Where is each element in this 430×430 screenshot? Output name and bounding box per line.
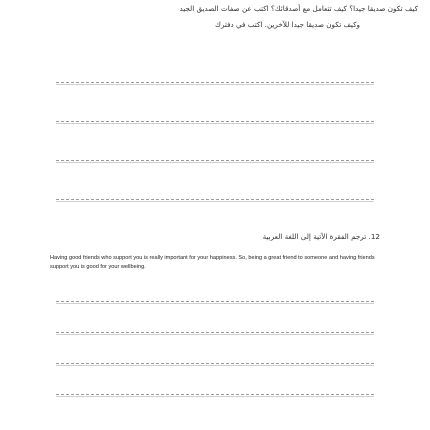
- answer-line[interactable]: [56, 82, 374, 83]
- english-paragraph: Having good friends who support you is really important for your happiness. So, being a great friend to someone and having friends support you is good for your wellbeing.: [50, 255, 375, 270]
- answer-line[interactable]: [56, 199, 374, 200]
- answer-line[interactable]: [56, 332, 374, 333]
- answer-line[interactable]: [56, 121, 374, 122]
- answer-lines-section-2: [56, 301, 374, 425]
- answer-lines-section-1: [56, 82, 374, 238]
- answer-line[interactable]: [56, 363, 374, 364]
- answer-line[interactable]: [56, 301, 374, 302]
- instruction-line-1: كيف تكون صديقا جيدا؟ كيف تتعامل مع أصدقائك؟ اكتب عن صفات الصديق الجيد: [179, 4, 418, 13]
- question-12-heading: 12. ترجم الفقرة الآتية إلى اللغة العربية: [262, 232, 380, 241]
- answer-line[interactable]: [56, 394, 374, 395]
- instruction-line-2: وكيف تكون صديقا جيدا للآخرين. اكتب في دفترك: [215, 20, 360, 29]
- answer-line[interactable]: [56, 160, 374, 161]
